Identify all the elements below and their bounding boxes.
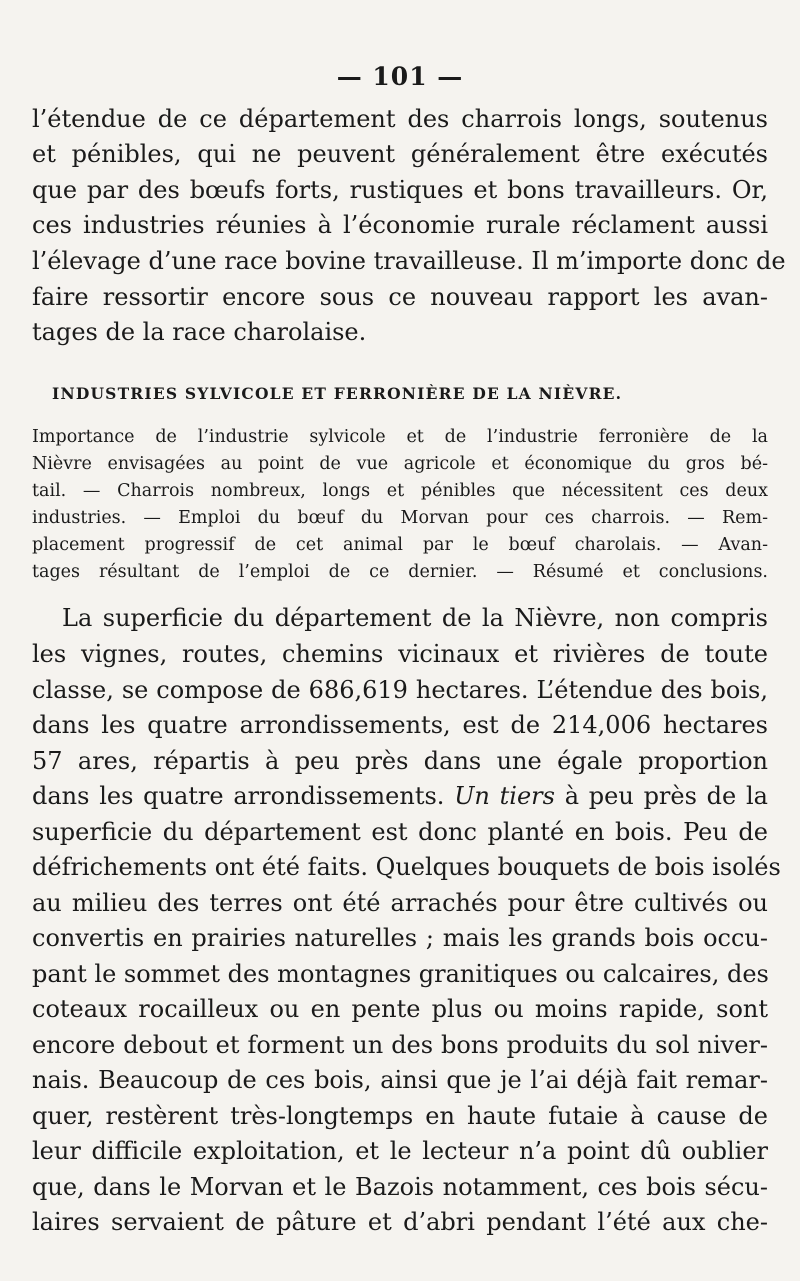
text-line: que par des bœufs forts, rustiques et bons travailleurs. Or,: [32, 176, 768, 204]
text-line: que, dans le Morvan et le Bazois notamment, ces bois sécu-: [32, 1173, 768, 1201]
text-line: laires servaient de pâture et d’abri pendant l’été aux che-: [32, 1208, 768, 1236]
text-line: défrichements ont été faits. Quelques bouquets de bois isolés: [32, 853, 781, 881]
text-line: l’étendue de ce département des charrois longs, soutenus: [32, 105, 768, 133]
text-line: au milieu des terres ont été arrachés pour être cultivés ou: [32, 889, 768, 917]
text-line: ces industries réunies à l’économie rurale réclament aussi: [32, 211, 768, 239]
text-line: convertis en prairies naturelles ; mais les grands bois occu-: [32, 924, 768, 952]
text-line: quer, restèrent très-longtemps en haute futaie à cause de: [32, 1102, 768, 1130]
text-segment: à peu près de la: [564, 782, 768, 810]
text-line: coteaux rocailleux ou en pente plus ou moins rapide, sont: [32, 995, 768, 1023]
page-number: — 101 —: [336, 62, 464, 91]
text-line: et pénibles, qui ne peuvent généralement être exécutés: [32, 140, 768, 168]
summary-line: industries. — Emploi du bœuf du Morvan pour ces charrois. — Rem-: [32, 508, 768, 528]
summary-line: Importance de l’industrie sylvicole et de l’industrie ferronière de la: [32, 427, 768, 447]
text-line: nais. Beaucoup de ces bois, ainsi que je l’ai déjà fait remar-: [32, 1066, 768, 1094]
emphasis-text: Un tiers: [454, 782, 555, 810]
section-title: INDUSTRIES SYLVICOLE ET FERRONIÈRE DE LA NIÈVRE.: [52, 384, 623, 403]
text-line: dans les quatre arrondissements, est de 214,006 hectares: [32, 711, 768, 739]
text-line: La superficie du département de la Nièvre, non compris: [62, 604, 768, 632]
summary-line: tail. — Charrois nombreux, longs et pénibles que nécessitent ces deux: [32, 481, 768, 501]
summary-line: tages résultant de l’emploi de ce dernier. — Résumé et conclusions.: [32, 562, 768, 582]
text-line: pant le sommet des montagnes granitiques ou calcaires, des: [32, 960, 769, 988]
summary-line: placement progressif de cet animal par le bœuf charolais. — Avan-: [32, 535, 768, 555]
text-line: encore debout et forment un des bons produits du sol niver-: [32, 1031, 768, 1059]
text-line: superficie du département est donc planté en bois. Peu de: [32, 818, 768, 846]
text-line-with-emphasis: [32, 781, 768, 811]
summary-line: Nièvre envisagées au point de vue agricole et économique du gros bé-: [32, 454, 768, 474]
text-segment: dans les quatre arrondissements.: [32, 782, 445, 810]
text-line: l’élevage d’une race bovine travailleuse. Il m’importe donc de: [32, 247, 786, 275]
text-line: classe, se compose de 686,619 hectares. L’étendue des bois,: [32, 676, 768, 704]
text-line: les vignes, routes, chemins vicinaux et rivières de toute: [32, 640, 768, 668]
text-line: 57 ares, répartis à peu près dans une égale proportion: [32, 747, 768, 775]
text-line: tages de la race charolaise.: [32, 318, 367, 346]
text-line: faire ressortir encore sous ce nouveau rapport les avan-: [32, 283, 768, 311]
text-line: leur difficile exploitation, et le lecteur n’a point dû oublier: [32, 1137, 768, 1165]
